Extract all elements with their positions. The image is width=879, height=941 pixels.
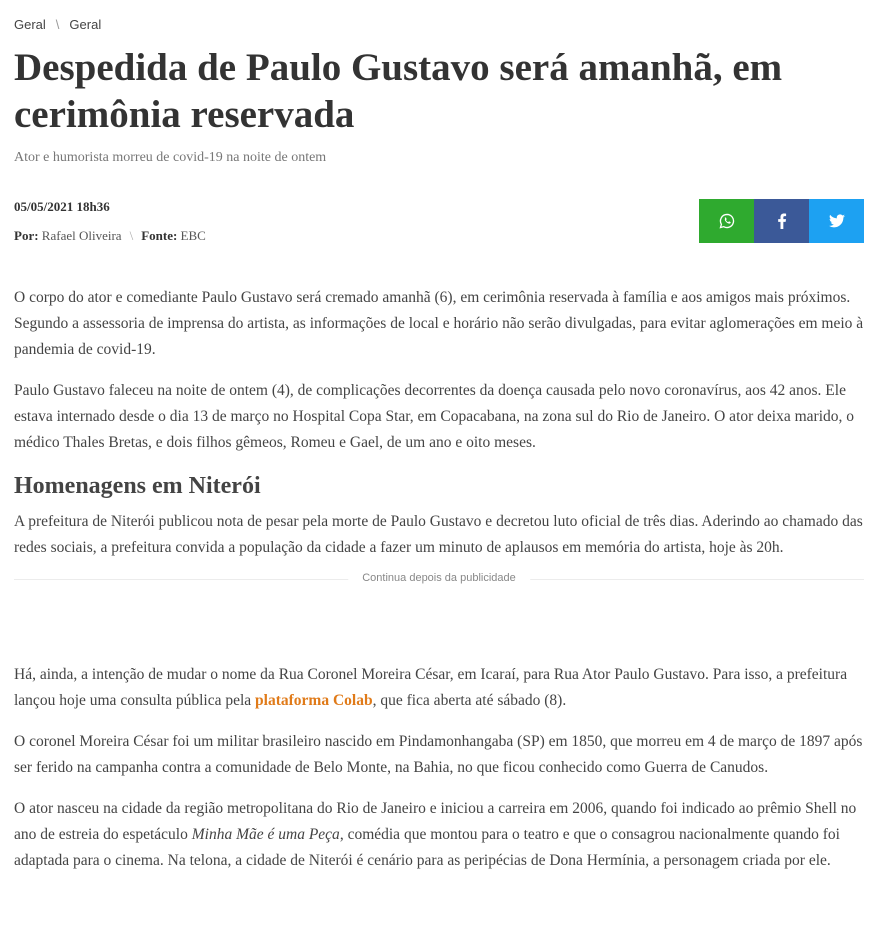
colab-platform-link[interactable]: plataforma Colab (255, 692, 373, 709)
facebook-icon (777, 213, 787, 229)
source-name: EBC (180, 228, 206, 243)
share-whatsapp-button[interactable] (699, 199, 754, 243)
play-title: Minha Mãe é uma Peça (191, 826, 340, 843)
paragraph-4-text-end: , que fica aberta até sábado (8). (372, 692, 567, 709)
paragraph-6-text: O ator nasceu na cidade da região metropolitana do Rio de Janeiro e iniciou a carreira em 2006, quando foi indicado ao prêmio Shell no ano de estreia do espetáculo (14, 800, 857, 843)
byline (14, 228, 206, 244)
share-facebook-button[interactable] (754, 199, 809, 243)
ad-label: Continua depois da publicidade (348, 572, 530, 584)
article-body (14, 285, 864, 889)
article-subtitle: Ator e humorista morreu de covid-19 na noite de ontem (14, 150, 327, 165)
ad-divider (14, 572, 864, 610)
breadcrumb-item-geral[interactable]: Geral (14, 17, 46, 32)
paragraph-4 (14, 662, 864, 714)
paragraph-6-text-end: , comédia que montou para o teatro e que o consagrou nacionalmente quando foi adaptada para o cinema. Na telona, a cidade de Niterói é cenário para as peripécias de Dona Hermínia, a personagem criada por ele. (14, 826, 840, 869)
twitter-icon (829, 214, 845, 228)
author-label: Por: (14, 228, 39, 243)
paragraph-6 (14, 796, 864, 874)
breadcrumb-separator: \ (55, 17, 60, 32)
share-twitter-button[interactable] (809, 199, 864, 243)
section-heading: Homenagens em Niterói (14, 473, 261, 499)
share-buttons (699, 199, 864, 243)
paragraph-2: Paulo Gustavo faleceu na noite de ontem (4), de complicações decorrentes da doença causada pelo novo coronavírus, aos 42 anos. Ele estava internado desde o dia 13 de março no Hospital Copa Star, em Copacabana, na zona sul do Rio de Janeiro. O ator deixa marido, o médico Thales Bretas, e dois filhos gêmeos, Romeu e Gael, de um ano e oito meses. (14, 382, 855, 451)
byline-separator: \ (129, 228, 134, 243)
whatsapp-icon (719, 213, 735, 229)
author-name: Rafael Oliveira (41, 228, 122, 243)
source-label: Fonte: (141, 228, 178, 243)
breadcrumb-item-geral-sub[interactable]: Geral (69, 17, 102, 32)
paragraph-3: A prefeitura de Niterói publicou nota de pesar pela morte de Paulo Gustavo e decretou luto oficial de três dias. Aderindo ao chamado das redes sociais, a prefeitura convida a população da cidade a fazer um minuto de aplausos em memória do artista, hoje às 20h. (14, 513, 863, 556)
paragraph-5: O coronel Moreira César foi um militar brasileiro nascido em Pindamonhangaba (SP) em 1850, que morreu em 4 de março de 1897 após ser ferido na campanha contra a comunidade de Belo Monte, na Bahia, no que ficou conhecido como Guerra de Canudos. (14, 733, 863, 776)
paragraph-1: O corpo do ator e comediante Paulo Gustavo será cremado amanhã (6), em cerimônia reservada à família e aos amigos mais próximos. Segundo a assessoria de imprensa do artista, as informações de local e horário não serão divulgadas, para evitar aglomerações em meio à pandemia de covid-19. (14, 289, 864, 358)
publish-date: 05/05/2021 18h36 (14, 199, 110, 214)
paragraph-4-text: Há, ainda, a intenção de mudar o nome da Rua Coronel Moreira César, em Icaraí, para Rua Ator Paulo Gustavo. Para isso, a prefeitura lançou hoje uma consulta pública pela (14, 666, 848, 709)
article-title: Despedida de Paulo Gustavo será amanhã, em cerimônia reservada (14, 46, 783, 136)
breadcrumb (14, 17, 101, 32)
